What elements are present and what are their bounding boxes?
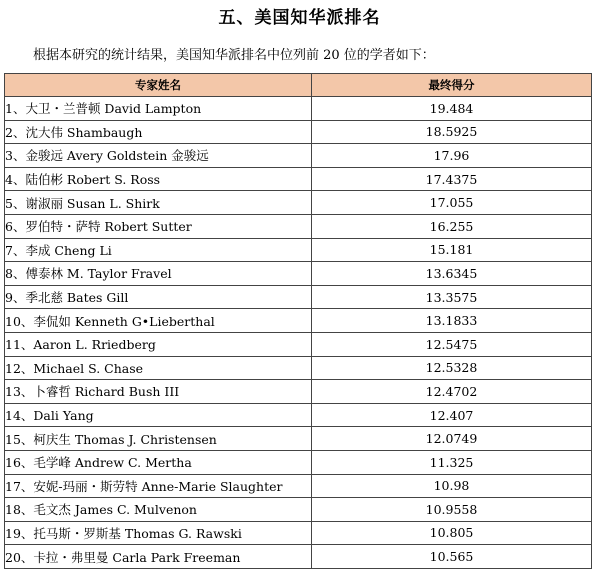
final-score-cell: 10.98 — [312, 474, 592, 498]
table-row — [5, 309, 592, 333]
final-score-cell: 10.805 — [312, 521, 592, 545]
table-row — [5, 356, 592, 380]
final-score-cell: 10.565 — [312, 545, 592, 569]
table-row — [5, 427, 592, 451]
header-final-score: 最终得分 — [312, 74, 592, 97]
table-row — [5, 97, 592, 121]
final-score-cell: 12.407 — [312, 403, 592, 427]
table-row — [5, 167, 592, 191]
final-score-cell: 16.255 — [312, 214, 592, 238]
final-score-cell: 17.055 — [312, 191, 592, 215]
table-row — [5, 285, 592, 309]
final-score-cell: 10.9558 — [312, 498, 592, 522]
ranking-table-body — [5, 97, 592, 569]
final-score-cell: 12.4702 — [312, 380, 592, 404]
expert-name-cell: 19、托马斯・罗斯基 Thomas G. Rawski — [5, 521, 312, 545]
table-row — [5, 545, 592, 569]
table-row — [5, 403, 592, 427]
table-header-row — [5, 74, 592, 97]
expert-name-cell: 16、毛学峰 Andrew C. Mertha — [5, 450, 312, 474]
table-row — [5, 120, 592, 144]
table-row — [5, 238, 592, 262]
expert-name-cell: 5、谢淑丽 Susan L. Shirk — [5, 191, 312, 215]
expert-name-cell: 17、安妮-玛丽・斯劳特 Anne-Marie Slaughter — [5, 474, 312, 498]
expert-name-cell: 3、金骏远 Avery Goldstein 金骏远 — [5, 144, 312, 168]
expert-name-cell: 14、Dali Yang — [5, 403, 312, 427]
final-score-cell: 17.4375 — [312, 167, 592, 191]
final-score-cell: 13.1833 — [312, 309, 592, 333]
expert-name-cell: 15、柯庆生 Thomas J. Christensen — [5, 427, 312, 451]
table-row — [5, 521, 592, 545]
expert-name-cell: 13、卜睿哲 Richard Bush III — [5, 380, 312, 404]
ranking-table — [4, 73, 592, 569]
table-row — [5, 214, 592, 238]
table-row — [5, 144, 592, 168]
table-row — [5, 498, 592, 522]
table-row — [5, 450, 592, 474]
expert-name-cell: 6、罗伯特・萨特 Robert Sutter — [5, 214, 312, 238]
final-score-cell: 15.181 — [312, 238, 592, 262]
final-score-cell: 18.5925 — [312, 120, 592, 144]
expert-name-cell: 12、Michael S. Chase — [5, 356, 312, 380]
intro-paragraph: 根据本研究的统计结果，美国知华派排名中位列前 20 位的学者如下： — [33, 48, 435, 63]
table-row — [5, 474, 592, 498]
expert-name-cell: 2、沈大伟 Shambaugh — [5, 120, 312, 144]
expert-name-cell: 8、傅泰林 M. Taylor Fravel — [5, 262, 312, 286]
final-score-cell: 12.5328 — [312, 356, 592, 380]
expert-name-cell: 1、大卫・兰普顿 David Lampton — [5, 97, 312, 121]
page-heading: 五、美国知华派排名 — [218, 8, 381, 28]
table-row — [5, 262, 592, 286]
header-expert-name: 专家姓名 — [5, 74, 312, 97]
expert-name-cell: 11、Aaron L. Rriedberg — [5, 332, 312, 356]
expert-name-cell: 9、季北慈 Bates Gill — [5, 285, 312, 309]
final-score-cell: 12.0749 — [312, 427, 592, 451]
final-score-cell: 13.6345 — [312, 262, 592, 286]
final-score-cell: 11.325 — [312, 450, 592, 474]
expert-name-cell: 4、陆伯彬 Robert S. Ross — [5, 167, 312, 191]
table-row — [5, 191, 592, 215]
final-score-cell: 19.484 — [312, 97, 592, 121]
final-score-cell: 12.5475 — [312, 332, 592, 356]
table-row — [5, 380, 592, 404]
expert-name-cell: 10、李侃如 Kenneth G•Lieberthal — [5, 309, 312, 333]
expert-name-cell: 18、毛文杰 James C. Mulvenon — [5, 498, 312, 522]
expert-name-cell: 20、卡拉・弗里曼 Carla Park Freeman — [5, 545, 312, 569]
expert-name-cell: 7、李成 Cheng Li — [5, 238, 312, 262]
final-score-cell: 13.3575 — [312, 285, 592, 309]
final-score-cell: 17.96 — [312, 144, 592, 168]
table-row — [5, 332, 592, 356]
